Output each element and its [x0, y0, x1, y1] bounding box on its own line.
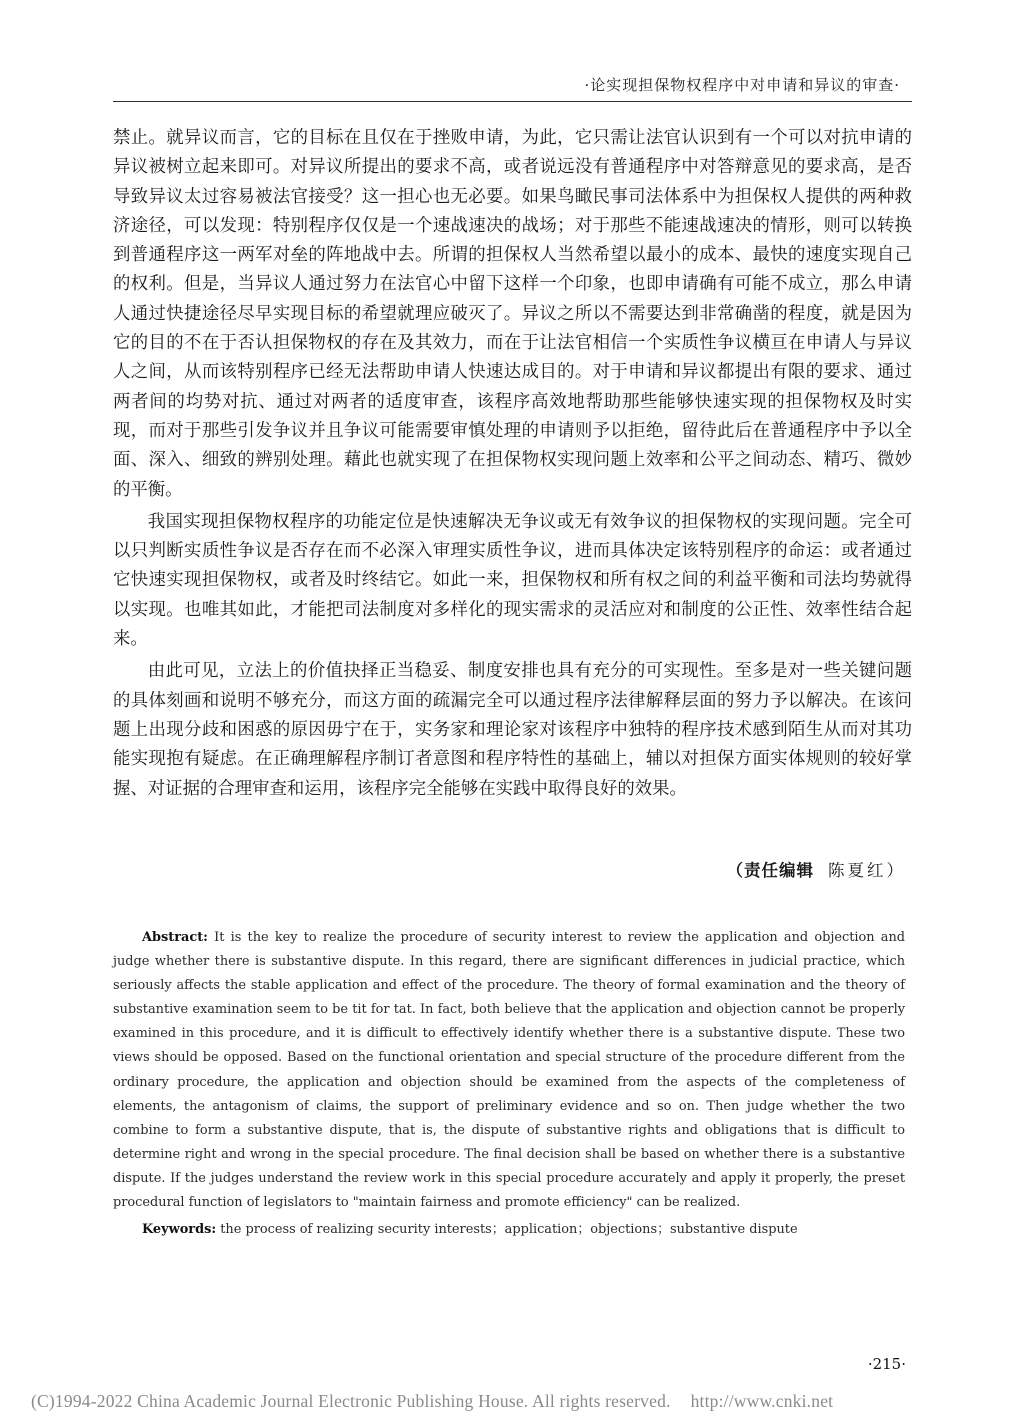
responsible-editor	[727, 857, 907, 881]
body-text	[113, 124, 912, 804]
abstract-label: Abstract:	[142, 930, 208, 945]
abstract-text: It is the key to realize the procedure of security interest to review the application and objection and judge whether there is substantive dispute. In this regard, there are significant differences in judicial practice, which seriously affects the stable application and effect of the procedure. The theory of formal examination and the theory of substantive examination seem to be tit for tat. In fact, both believe that the application and objection cannot be properly examined in this procedure, and it is difficult to effectively identify whether there is a substantive dispute. These two views should be opposed. Based on the functional orientation and special structure of the procedure different from the ordinary procedure, the application and objection should be examined from the aspects of the completeness of elements, the antagonism of claims, the support of preliminary evidence and so on. Then judge whether the two combine to form a substantive dispute, that is, the dispute of substantive rights and obligations that is difficult to determine right and wrong in the special procedure. The final decision shall be based on whether there is a substantive dispute. If the judges understand the review work in this special procedure accurately and apply it properly, the preset procedural function of legislators to "maintain fairness and promote efficiency" can be realized.	[113, 930, 905, 1211]
editor-name: 陈夏红）	[828, 861, 906, 880]
body-paragraph-2: 我国实现担保物权程序的功能定位是快速解决无争议或无有效争议的担保物权的实现问题。完全可以只判断实质性争议是否存在而不必深入审理实质性争议，进而具体决定该特别程序的命运：或者通过它快速实现担保物权，或者及时终结它。如此一来，担保物权和所有权之间的利益平衡和司法均势就得以实现。也唯其如此，才能把司法制度对多样化的现实需求的灵活应对和制度的公正性、效率性结合起来。	[113, 511, 912, 650]
body-paragraph-3: 由此可见，立法上的价值抉择正当稳妥、制度安排也具有充分的可实现性。至多是对一些关键问题的具体刻画和说明不够充分，而这方面的疏漏完全可以通过程序法律解释层面的努力予以解决。在该问题上出现分歧和困惑的原因毋宁在于，实务家和理论家对该程序中独特的程序技术感到陌生从而对其功能实现抱有疑虑。在正确理解程序制订者意图和程序特性的基础上，辅以对担保方面实体规则的较好掌握、对证据的合理审查和运用，该程序完全能够在实践中取得良好的效果。	[113, 661, 912, 799]
running-header: ·论实现担保物权程序中对申请和异议的审查·	[584, 76, 900, 94]
copyright-text: (C)1994-2022 China Academic Journal Electronic Publishing House. All rights reserved.	[31, 1391, 671, 1411]
keywords-label: Keywords:	[142, 1222, 217, 1237]
editor-label: （责任编辑	[726, 861, 814, 880]
copyright-notice	[31, 1391, 833, 1412]
body-paragraph-1: 禁止。就异议而言，它的目标在且仅在于挫败申请，为此，它只需让法官认识到有一个可以对抗申请的异议被树立起来即可。对异议所提出的要求不高，或者说远没有普通程序中对答辩意见的要求高，是否导致异议太过容易被法官接受？这一担心也无必要。如果鸟瞰民事司法体系中为担保权人提供的两种救济途径，可以发现：特别程序仅仅是一个速战速决的战场；对于那些不能速战速决的情形，则可以转换到普通程序这一两军对垒的阵地战中去。所谓的担保权人当然希望以最小的成本、最快的速度实现自己的权利。但是，当异议人通过努力在法官心中留下这样一个印象，也即申请确有可能不成立，那么申请人通过快捷途径尽早实现目标的希望就理应破灭了。异议之所以不需要达到非常确凿的程度，就是因为它的目的不在于否认担保物权的存在及其效力，而在于让法官相信一个实质性争议横亘在申请人与异议人之间，从而该特别程序已经无法帮助申请人快速达成目的。对于申请和异议都提出有限的要求、通过两者间的均势对抗、通过对两者的适度审查，该程序高效地帮助那些能够快速实现的担保物权及时实现，而对于那些引发争议并且争议可能需要审慎处理的申请则予以拒绝，留待此后在普通程序中予以全面、深入、细致的辨别处理。藉此也就实现了在担保物权实现问题上效率和公平之间动态、精巧、微妙的平衡。	[113, 128, 912, 500]
keywords-text: the process of realizing security interests；application；objections；substantive dispute	[216, 1222, 798, 1237]
header-rule	[113, 101, 912, 102]
page-number: ·215·	[867, 1355, 906, 1373]
abstract	[113, 926, 905, 1215]
cnki-url: http://www.cnki.net	[690, 1391, 834, 1411]
keywords	[142, 1218, 798, 1237]
